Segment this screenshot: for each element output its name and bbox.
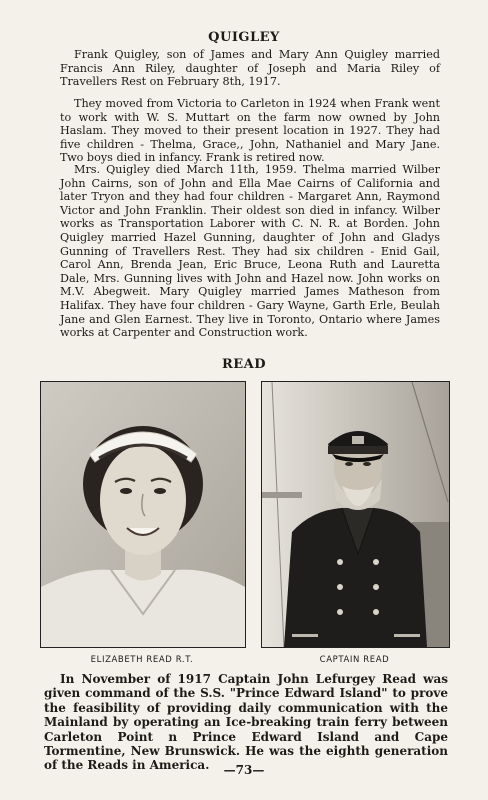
quigley-paragraph-2: They moved from Victoria to Carleton in 1924 when Frank went to work with W. S. Muttart on the farm now owned by John Haslam. They moved to their present location in 1927. They had five children - Thelma, Grace,, John, Nathaniel and Mary Jane. Two boys died in infancy. Frank is retired now.: [60, 97, 440, 165]
section-heading-read: READ: [221, 357, 267, 372]
quigley-paragraph-1: Frank Quigley, son of James and Mary Ann Quigley married Francis Ann Riley, daughter of Joseph and Maria Riley of Travellers Rest on February 8th, 1917.: [60, 48, 440, 89]
caption-captain-read: CAPTAIN READ: [319, 655, 390, 665]
caption-elizabeth-read: ELIZABETH READ R.T.: [90, 655, 194, 665]
page-number: —73—: [223, 763, 265, 777]
photo-elizabeth-read: [40, 381, 246, 648]
nurse-portrait-image: [41, 382, 245, 647]
section-heading-quigley: QUIGLEY: [208, 30, 280, 45]
captain-portrait-image: [262, 382, 449, 647]
read-paragraph: In November of 1917 Captain John Lefurgey Read was given command of the S.S. "Prince Edward Island" to prove the feasibility of providing daily communication with the Mainland by operating an Ice-breaking train ferry between Carleton Point n Prince Edward Island and Cape Tormentine, New Brunswick. He was the eighth generation of the Reads in America.: [44, 672, 448, 773]
photo-captain-read: [261, 381, 450, 648]
quigley-paragraph-3: Mrs. Quigley died March 11th, 1959. Thelma married Wilber John Cairns, son of John and Ella Mae Cairns of California and later Tryon and they had four children - Margaret Ann, Raymond Victor and John Franklin. Their oldest son died in infancy. Wilber works as Transportation Laborer with C. N. R. at Borden. John Quigley married Hazel Gunning, daughter of John and Gladys Gunning of Travellers Rest. They had six children - Enid Gail, Carol Ann, Brenda Jean, Eric Bruce, Leona Ruth and Lauretta Dale, Mrs. Gunning lives with John and Hazel now. John works on M.V. Abegweit. Mary Quigley married James Matheson from Halifax. They have four children - Gary Wayne, Garth Erle, Beulah Jane and Glen Earnest. They live in Toronto, Ontario where James works at Carpenter and Construction work.: [60, 163, 440, 340]
